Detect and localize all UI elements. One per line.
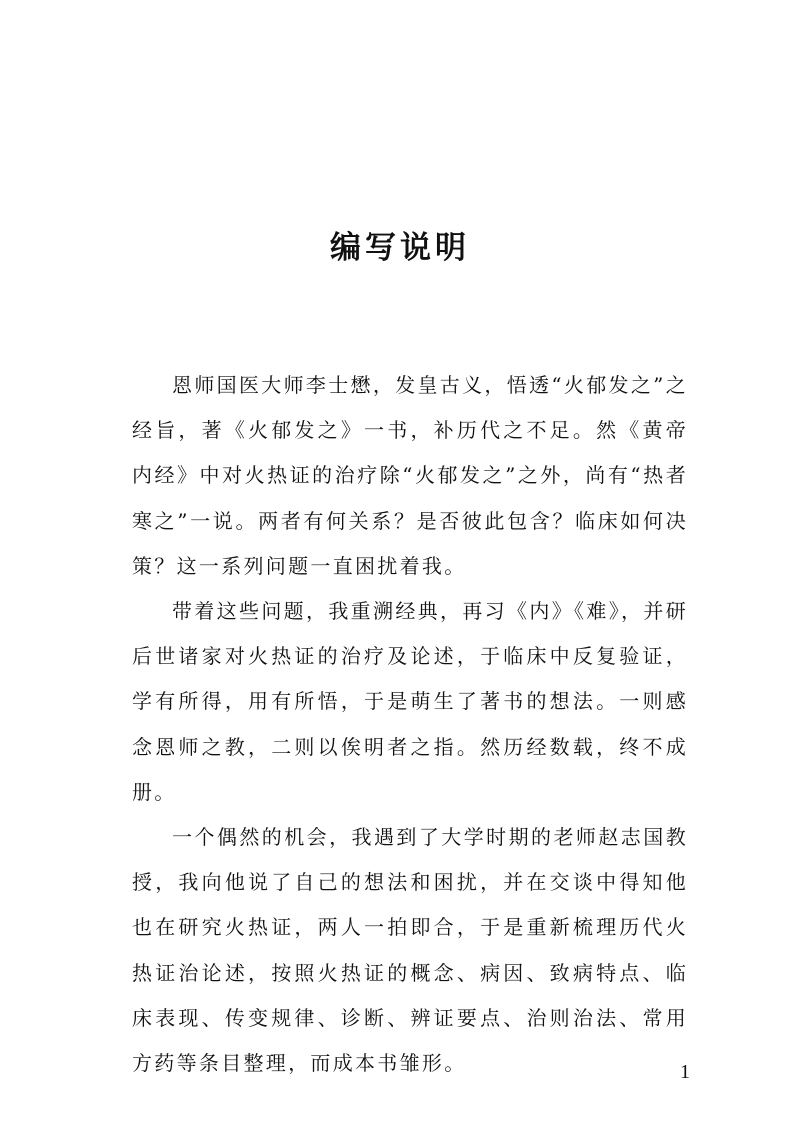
page-title: 编写说明 xyxy=(330,230,470,266)
paragraph-1: 恩师国医大师李士懋，发皇古义，悟透“火郁发之”之经旨，著《火郁发之》一书，补历代之不足。然《黄帝内经》中对火热证的治疗除“火郁发之”之外，尚有“热者寒之”一说。两者有何关系？是否彼此包含？临床如何决策？这一系列问题一直困扰着我。 xyxy=(132,373,688,578)
paragraph-2: 带着这些问题，我重溯经典，再习《内》《难》，并研后世诸家对火热证的治疗及论述，于临床中反复验证，学有所得，用有所悟，于是萌生了著书的想法。一则感念恩师之教，二则以俟明者之指。然历经数载，终不成册。 xyxy=(132,599,688,804)
body-text xyxy=(132,363,688,1086)
paragraph-3: 一个偶然的机会，我遇到了大学时期的老师赵志国教授，我向他说了自己的想法和困扰，并在交谈中得知他也在研究火热证，两人一拍即合，于是重新梳理历代火热证治论述，按照火热证的概念、病因、致病特点、临床表现、传变规律、诊断、辨证要点、治则治法、常用方药等条目整理，而成本书雏形。 xyxy=(132,825,688,1076)
page-number: 1 xyxy=(680,1061,690,1083)
